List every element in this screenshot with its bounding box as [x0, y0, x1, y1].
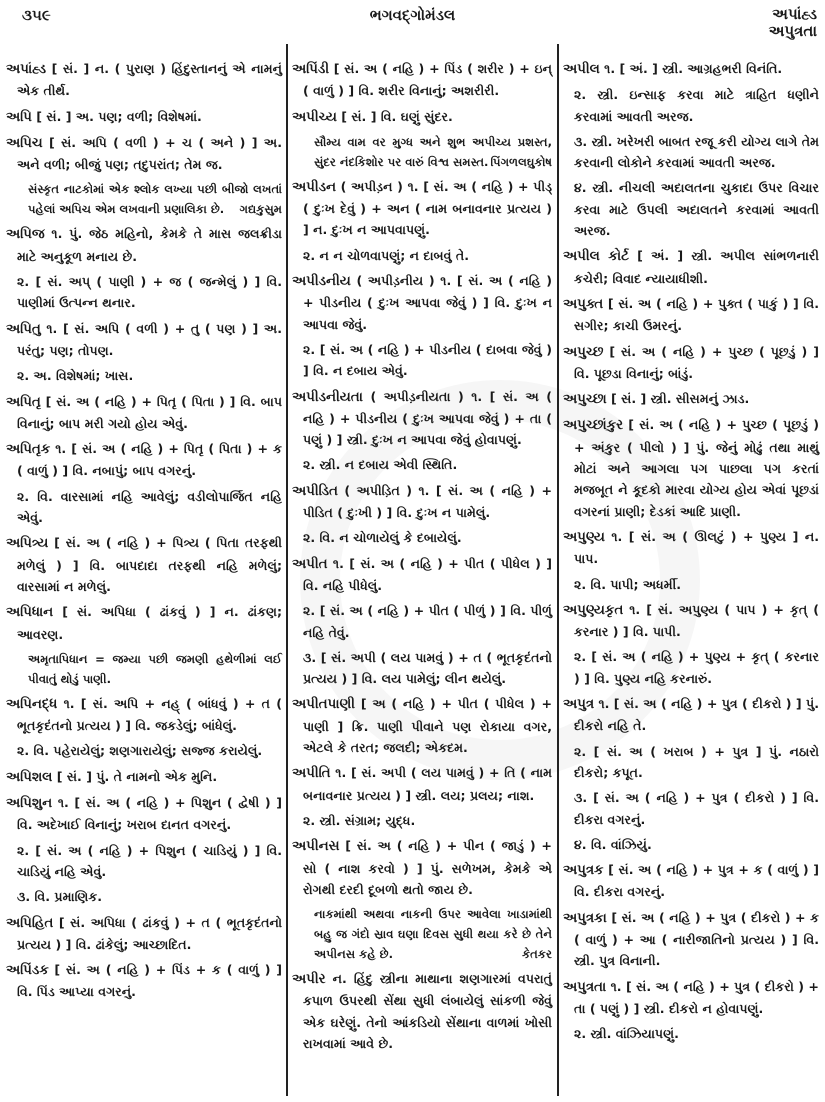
definition-text: ૧. [ સં. અ ( નહિ ) + પુત્ર ( દીકરો ) ] પું. દીકરો નહિ તે.	[574, 696, 820, 734]
headword: અપિંડક	[6, 963, 49, 979]
entry-sense	[563, 1023, 819, 1044]
dictionary-entry	[563, 293, 819, 337]
headword: અપીડન	[292, 179, 336, 195]
definition-text: [ સં. અ ( નહિ ) + પિંડ + ક ( વાળું ) ] વિ. પિંડ આપ્યા વગરનું.	[17, 962, 282, 1000]
dictionary-entry	[292, 386, 552, 451]
definition-text: ૨. [ સં. અ ( નહિ ) + પુણ્ય + કૃત્ ( કરનાર ) ] વિ. પુણ્ય નહિ કરનારું.	[574, 649, 819, 686]
book-title: ભગવદ્ગોમંડલ	[369, 6, 456, 24]
dictionary-entry	[6, 132, 282, 176]
dictionary-entry	[563, 388, 819, 410]
headword: અપિશુન	[6, 796, 53, 812]
definition-text: [ સં. અ ( નહિ ) + પિંડ ( શરીર ) + ઇન્ ( વાળું ) ] વિ. શરીર વિનાનું; અશરીરી.	[303, 61, 552, 99]
definition-text: ૧. [ સં. અપુણ્ય ( પાપ ) + કૃત્ ( કરનાર ) ] વિ. પાપી.	[574, 601, 819, 640]
dictionary-entry	[6, 58, 282, 102]
headword: અપુચ્છાંકુર	[563, 418, 624, 434]
entry-sense	[6, 740, 282, 761]
definition-text: ( અપીડ઼િત ) ૧. [ સં. અ ( નહિ ) + પીડિત ( દુઃખી ) ] વિ. દુઃખ ન પામેલું.	[303, 482, 552, 521]
definition-text: ( અપીડ઼નીય ) ૧. [ સં. અ ( નહિ ) + પીડનીય ( દુઃખ આપવા જેવું ) ] વિ. દુઃખ ન આપવા જેવું.	[303, 273, 552, 332]
definition-text: ૪. વિ. વાંઝિયું.	[574, 836, 652, 852]
definition-text: ૨. વિ. પાપી; અધર્મી.	[574, 576, 681, 592]
entry-sense	[292, 454, 552, 475]
definition-text: ૨. સ્ત્રી. વાંઝિયાપણું.	[574, 1026, 679, 1042]
definition-text: ૨. વિ. વારસામાં નહિ આવેલું; વડીલોપાર્જિત નહિ એવું.	[17, 488, 282, 526]
headword: અપીડનીયતા	[292, 389, 363, 405]
entry-sense	[563, 574, 819, 595]
definition-text: ૧. [ સં. અપિ + નહ્ ( બાંધવું ) + ત ( ભૂતકૃદંતનો પ્રત્યય ) ] વિ. જકડેલું; બાંધેલું.	[17, 695, 282, 734]
headword: અપુચ્છા	[563, 392, 607, 408]
definition-text: [ સં. અ ( નહિ ) + પિત્ર્ય ( પિતા તરફથી મળેલું ) ] વિ. બાપદાદા તરફથી નહિ મળેલું; વારસામાં ન મળેલું.	[17, 535, 283, 594]
headword: અપીલ	[563, 62, 600, 77]
definition-text: ૨. [ સં. અ ( ખરાબ ) + પુત્ર ] પું. નઠારો દીકરો; કપૂત.	[574, 743, 819, 780]
headword: અપીચ્ય	[292, 109, 337, 125]
definition-text: અમૃતાપિધાન = જમ્યા પછી જમણી હથેળીમાં લઈ પીવાતું થોડું પાણી.	[28, 651, 282, 686]
headword: અપિત્ર્ય	[6, 536, 49, 552]
entry-sense	[563, 787, 819, 830]
definition-text: ૨. [ સં. અપ્ ( પાણી ) + જ ( જન્મેલું ) ] વિ. પાણીમાં ઉત્પન્ન થનાર.	[17, 274, 282, 311]
definition-text: ૨. સ્ત્રી. ન દબાય એવી સ્થિતિ.	[303, 457, 458, 473]
dictionary-entry	[563, 245, 819, 289]
definition-text: [ સં. ] અ. પણ; વળી; વિશેષમાં.	[36, 108, 202, 124]
headword: અપિશલ	[6, 769, 53, 785]
guide-word-last: અપુત્રતા	[768, 22, 817, 40]
citation-source: ગદ્યકુસુમ	[239, 202, 282, 217]
entry-sense	[563, 131, 819, 174]
entry-sense	[6, 486, 282, 529]
headword: અપિધાન	[6, 605, 54, 621]
definition-text: ૧. [ સં. અ ( નહિ ) + પુત્ર ( દીકરો ) + તા ( પણું ) ] સ્ત્રી. દીકરો ન હોવાપણું.	[574, 978, 819, 1016]
entry-sense	[292, 647, 552, 690]
definition-text: [ સં. અ ( નહિ ) + પુત્ર ( દીકરો ) + ક ( વાળું ) + આ ( નારીજાતિનો પ્રત્યય ) ] વિ. સ્ત્રી. પુત્ર વિનાની.	[574, 909, 819, 969]
definition-text: ૩. [ સં. અપી ( લય પામવું ) + ત ( ભૂતકૃદંતનો પ્રત્યય ) ] વિ. લય પામેલું; લીન થયેલું.	[303, 649, 552, 687]
definition-text: [ સં. અ ( નહિ ) + પિતૃ ( પિતા ) ] વિ. બાપ વિનાનું; બાપ મરી ગયો હોય એવું.	[17, 393, 283, 431]
headword: અપુક્ત	[563, 296, 604, 312]
headword: અપુત્ર	[563, 697, 595, 713]
definition-text: નાકમાંથી અથવા નાકની ઉપર આવેલા ખાડામાંથી બહુ જ ગંદો સ્રાવ ઘણા દિવસ સુધી થયા કરે છે તેને અપીનસ કહે છે.	[314, 907, 552, 962]
citation-quote	[6, 649, 282, 689]
headword: અપુત્રક	[563, 863, 604, 879]
headword: અપિ	[6, 109, 32, 125]
definition-text: ૧. [ સં. અ ( નહિ ) + પીત ( પીધેલ ) ] વિ. નહિ પીધેલું.	[303, 555, 552, 593]
entry-sense	[563, 834, 819, 855]
definition-text: ૧. [ સં. અ ( ઊલટું ) + પુણ્ય ] ન. પાપ.	[574, 528, 819, 567]
column-3	[563, 58, 819, 1048]
entry-sense	[563, 84, 819, 127]
definition-text: [ અ ( નહિ ) + પીત ( પીધેલ ) + પાણી ] ક્રિ. પાણી પીવાને પણ રોકાયા વગર, એટલે કે તરત; જલદી; એકદમ.	[303, 696, 552, 756]
dictionary-entry	[563, 414, 819, 521]
dictionary-entry	[563, 599, 819, 643]
entry-sense	[6, 886, 282, 907]
definition-text: સંસ્કૃત નાટકોમાં એક શ્લોક લખ્યા પછી બીજો લખતાં પહેલાં અપિચ એમ લખવાની પ્રણાલિકા છે.	[28, 182, 282, 217]
citation-source: પિંગળલઘુકોષ	[490, 154, 552, 169]
definition-text: ૧. [ સં. અપી ( લય પામવું ) + તિ ( નામ બનાવનાર પ્રત્યય ) ] સ્ત્રી. લય; પ્રલય; નાશ.	[303, 765, 552, 803]
headword: અપીર	[292, 972, 326, 988]
dictionary-entry	[292, 693, 552, 758]
dictionary-entry	[6, 223, 282, 267]
entry-sense	[292, 527, 552, 548]
definition-text: સૌમ્ય વામ વર મુગ્ધ અને શુભ અપીચ્ય પ્રશસ્ત, સુંદર નંદકિશોર પર વારું વિશ્વ સમસ્ત.	[314, 134, 552, 169]
definition-text: [ અં. ] સ્ત્રી. અપીલ સાંભળનારી કચેરી; વિવાદ ન્યાયાધીશી.	[574, 248, 819, 286]
entry-sense	[6, 840, 282, 883]
headword: અપીતિ	[292, 766, 331, 782]
dictionary-entry	[563, 907, 819, 972]
column-2	[292, 58, 552, 1058]
headword: અપિતૃક	[6, 442, 51, 458]
dictionary-entry	[563, 859, 819, 903]
dictionary-entry	[292, 480, 552, 524]
dictionary-entry	[563, 693, 819, 737]
dictionary-entry	[292, 762, 552, 806]
citation-quote	[292, 904, 552, 964]
headword: અપીત	[292, 556, 328, 572]
definition-text: ૧. [ સં. અ ( નહિ ) + પિશુન ( દ્વેષી ) ] વિ. અદેખાઈ વિનાનું; ખરાબ દાનત વગરનું.	[17, 795, 283, 833]
definition-text: ૧. [ સં. અપિ ( વળી ) + તુ ( પણ ) ] અ. પરંતુ; પણ; તોપણ.	[17, 320, 282, 358]
dictionary-entry	[292, 553, 552, 597]
headword: અપિતુ	[6, 321, 41, 337]
dictionary-entry	[6, 912, 282, 956]
dictionary-entry	[6, 959, 282, 1003]
definition-text: ન. હિંદુ સ્ત્રીના માથાના શણગારમાં વપરાતું કપાળ ઉપરથી સેંથા સુધી લંબાયેલું સાંકળી જેવું એક ઘરેણું. તેનો આંકડિયો સેંથાના વાળમાં ખોસી રાખવામાં આવે છે.	[303, 971, 552, 1051]
headword: અપિહિત	[6, 915, 54, 931]
entry-sense	[292, 339, 552, 382]
definition-text: [ સં. ] ન. ( પુરાણ ) હિંદુસ્તાનનું એ નામનું એક તીર્થ.	[17, 61, 282, 99]
headword: અપુત્રકા	[563, 910, 607, 926]
headword: અપિચ	[6, 135, 43, 151]
definition-text: [ સં. અ ( નહિ ) + પુચ્છ ( પૂછડું ) + અંકુર ( પીલો ) ] પું. જેનું મોઢું તથા માથું મોટાં અને આગલા પગ પાછલા પગ કરતાં મજબૂત ને કૂદકો મારવા યોગ્ય હોય એવાં પૂછડાં વગરનાં પ્રાણી; દેડકાં આદિ પ્રાણી.	[574, 417, 819, 519]
dictionary-entry	[292, 270, 552, 335]
dictionary-entry	[292, 835, 552, 900]
citation-quote	[292, 132, 552, 172]
definition-text: ૨. વિ. ન ચોળાયેલું કે દબાયેલું.	[303, 530, 462, 546]
definition-text: ( અપીડ઼નીયતા ) ૧. [ સં. અ ( નહિ ) + પીડનીય ( દુઃખ આપવા જેવું ) + તા ( પણું ) ] સ્ત્રી. દુઃખ ન આપવા જેવું હોવાપણું.	[303, 388, 552, 448]
entry-sense	[563, 646, 819, 689]
definition-text: [ સં. અ ( નહિ ) + પીન ( જાડું ) + સો ( નાશ કરવો ) ] પું. સળેખમ, કેમકે એ રોગથી દરદી દૂબળો થતો જાય છે.	[303, 838, 552, 897]
dictionary-entry	[292, 176, 552, 241]
definition-text: ૧. પું. જેઠ મહિનો, કેમકે તે માસ જલક્રીડા માટે અનુકૂળ મનાય છે.	[17, 226, 282, 264]
definition-text: [ સં. ] પું. તે નામનો એક મુનિ.	[56, 768, 218, 784]
headword: અપીડનીય	[292, 274, 351, 290]
column-divider	[557, 44, 559, 1096]
definition-text: [ સં. ] વિ. ઘણું સુંદર.	[341, 108, 453, 124]
headword: અપિજ	[6, 227, 45, 243]
dictionary-entry	[6, 438, 282, 482]
headword: અપીડિત	[292, 483, 338, 499]
headword: અપિંડી	[292, 62, 330, 77]
definition-text: ૨. અ. વિશેષમાં; ખાસ.	[17, 368, 134, 384]
entry-sense	[563, 741, 819, 784]
dictionary-entry	[563, 526, 819, 570]
definition-text: [ સં. અપિ ( વળી ) + ચ ( અને ) ] અ. અને વળી; બીજું પણ; તદુપરાંત; તેમ જ.	[17, 134, 283, 173]
definition-text: [ સં. અ ( નહિ ) + પુત્ર + ક ( વાળું ) ] વિ. દીકરા વગરનું.	[574, 862, 820, 900]
headword: અપીનસ	[292, 839, 340, 855]
headword: અપુત્રતા	[563, 979, 607, 995]
dictionary-entry	[6, 391, 282, 435]
headword: અપાંહ્ડ	[6, 62, 47, 77]
guide-words	[769, 6, 817, 40]
definition-text: ૨. [ સં. અ ( નહિ ) + પિશુન ( ચાડિયું ) ] વિ. ચાડિયું નહિ એવું.	[17, 842, 282, 879]
dictionary-entry	[6, 601, 282, 645]
column-1	[6, 58, 282, 1007]
dictionary-entry	[563, 976, 819, 1020]
dictionary-entry	[292, 58, 552, 102]
definition-text: ( અપીડ઼ન ) ૧. [ સં. અ ( નહિ ) + પીડ્ ( દુઃખ દેવું ) + અન ( નામ બનાવનાર પ્રત્યય ) ] ન. દુઃખ ન આપવાપણું.	[303, 178, 552, 238]
entry-sense	[292, 245, 552, 266]
headword: અપીતપાણી	[292, 697, 356, 713]
definition-text: ૪. સ્ત્રી. નીચલી અદાલતના ચુકાદા ઉપર વિચાર કરવા માટે ઉપલી અદાલતને કરવામાં આવતી અરજ.	[574, 180, 819, 239]
citation-quote	[6, 179, 282, 219]
definition-text: [ સં. અ ( નહિ ) + પુક્ત ( પાકું ) ] વિ. સગીર; કાચી ઉમરનું.	[574, 295, 819, 334]
definition-text: ૨. સ્ત્રી. ઇન્સાફ કરવા માટે ત્રાહિત ધણીને કરવામાં આવતી અરજ.	[574, 87, 819, 124]
definition-text: [ સં. અપિધા ( ઢાંકવું ) + ત ( ભૂતકૃદંતનો પ્રત્યય ) ] વિ. ઢાંકેલું; આચ્છાદિત.	[17, 914, 282, 952]
definition-text: ૨. ન ન ચોળવાપણું; ન દાબવું તે.	[303, 247, 470, 263]
definition-text: ૨. વિ. પહેરાયેલું; શણગારાયેલું; સજ્જ કરાયેલું.	[17, 743, 263, 759]
definition-text: ૧. [ સં. અ ( નહિ ) + પિતૃ ( પિતા ) + ક ( વાળું ) ] વિ. નબાપું; બાપ વગરનું.	[17, 441, 282, 479]
definition-text: ૩. વિ. પ્રમાણિક.	[17, 889, 103, 905]
citation-source: કેતકર	[521, 947, 552, 962]
headword: અપિતૃ	[6, 394, 41, 410]
definition-text: [ સં. ] સ્ત્રી. સીસમનું ઝાડ.	[611, 391, 750, 407]
dictionary-entry	[6, 532, 282, 597]
dictionary-entry	[563, 58, 819, 80]
definition-text: ૧. [ અં. ] સ્ત્રી. આગ્રહભરી વિનંતિ.	[604, 61, 783, 76]
definition-text: [ સં. અપિધા ( ઢાંકવું ) ] ન. ઢાંકણ; આવરણ.	[17, 604, 282, 642]
entry-sense	[563, 177, 819, 241]
headword: અપુણ્યકૃત	[563, 602, 624, 618]
dictionary-entry	[6, 106, 282, 128]
entry-sense	[292, 810, 552, 831]
dictionary-entry	[6, 766, 282, 788]
headword: અપુણ્ય	[563, 529, 605, 545]
dictionary-entry	[292, 106, 552, 128]
headword: અપિનદ્ધ	[6, 696, 58, 712]
page-number: ૩૫૯	[22, 6, 51, 24]
dictionary-entry	[292, 968, 552, 1054]
entry-sense	[292, 600, 552, 643]
definition-text: [ સં. અ ( નહિ ) + પુચ્છ ( પૂછડું ) ] વિ. પૂછડા વિનાનું; બાંડું.	[574, 343, 819, 381]
column-divider	[286, 44, 288, 1096]
definition-text: ૨. [ સં. અ ( નહિ ) + પીત ( પીળું ) ] વિ. પીળું નહિ તેવું.	[303, 603, 552, 640]
headword: અપુચ્છ	[563, 344, 604, 360]
definition-text: ૩. [ સં. અ ( નહિ ) + પુત્ર ( દીકરો ) ] વિ. દીકરા વગરનું.	[574, 790, 819, 827]
dictionary-entry	[563, 341, 819, 385]
definition-text: ૨. [ સં. અ ( નહિ ) + પીડનીય ( દાબવા જેવું ) ] વિ. ન દબાય એવું.	[303, 341, 552, 379]
guide-word-first: અપાંહ્ડ	[772, 5, 817, 23]
dictionary-entry	[6, 693, 282, 737]
dictionary-entry	[6, 318, 282, 362]
entry-sense	[6, 365, 282, 386]
definition-text: ૩. સ્ત્રી. ખરેખરી બાબત રજૂ કરી યોગ્ય લાગે તેમ કરવાની લોકોને કરવામાં આવતી અરજ.	[574, 133, 819, 171]
headword: અપીલ કોર્ટ	[563, 249, 629, 265]
dictionary-entry	[6, 792, 282, 836]
definition-text: ૨. સ્ત્રી. સંગ્રામ; યુદ્ધ.	[303, 812, 416, 828]
entry-sense	[6, 271, 282, 314]
